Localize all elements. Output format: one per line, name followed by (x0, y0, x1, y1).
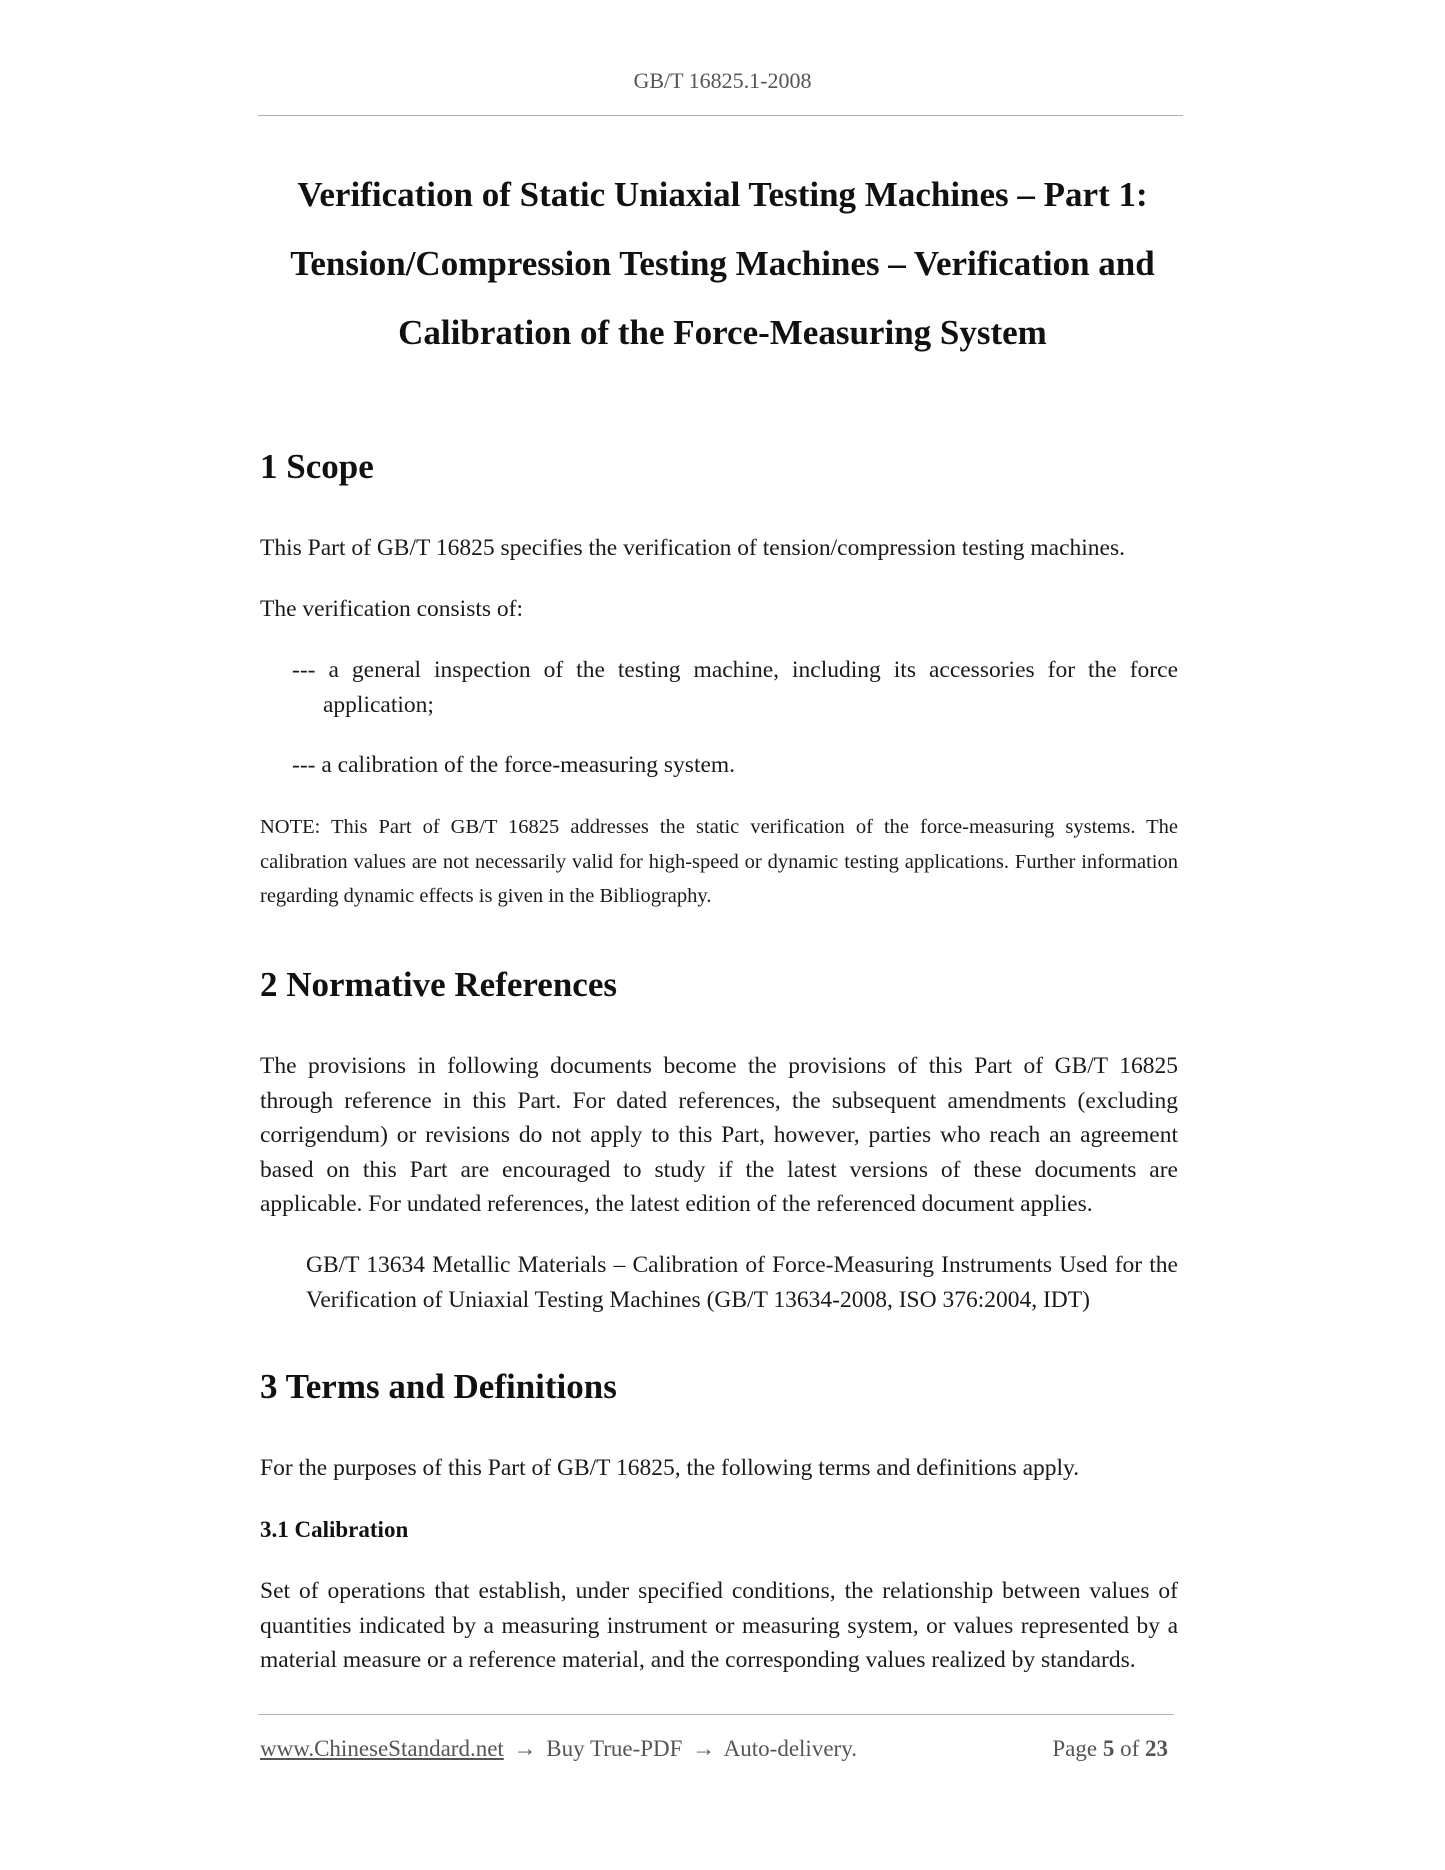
document-title (240, 160, 1205, 367)
buy-true-pdf-text: Buy True-PDF (546, 1736, 683, 1761)
scope-paragraph-1: This Part of GB/T 16825 specifies the verification of tension/compression testing machines. (260, 535, 1125, 561)
section-heading-scope: 1 Scope (260, 447, 374, 486)
footer (260, 1734, 1178, 1764)
site-link[interactable]: www.ChineseStandard.net (260, 1736, 504, 1761)
page-label: Page (1052, 1736, 1098, 1761)
section-heading-terms: 3 Terms and Definitions (260, 1367, 617, 1406)
subsection-heading-calibration: 3.1 Calibration (260, 1517, 409, 1542)
page-number: 5 (1102, 1736, 1115, 1761)
normative-paragraph: The provisions in following documents become the provisions of this Part of GB/T 16825 through reference in this Part. For dated references, the subsequent amendments (excluding corrigendum) or revisions do not apply to this Part, however, parties who reach an agreement based on this Part are encouraged to study if the latest versions of these documents are applicable. For undated references, the latest edition of the referenced document applies. (260, 1053, 1178, 1217)
calibration-definition: Set of operations that establish, under specified conditions, the relationship between values of quantities indicated by a measuring instrument or measuring system, or values represented by a material measure or a reference material, and the corresponding values realized by standards. (260, 1578, 1178, 1673)
title-line-3: Calibration of the Force-Measuring System (398, 313, 1047, 352)
title-line-1: Verification of Static Uniaxial Testing Machines – Part 1: (297, 175, 1148, 214)
scope-bullet-1: --- a general inspection of the testing machine, including its accessories for the force application; (292, 657, 1178, 718)
of-label: of (1120, 1736, 1140, 1761)
header-rule (258, 115, 1183, 116)
title-line-2: Tension/Compression Testing Machines – Verification and (290, 244, 1155, 283)
scope-bullet-2: --- a calibration of the force-measuring system. (292, 752, 736, 778)
running-header: GB/T 16825.1-2008 (633, 68, 812, 93)
page-total: 23 (1145, 1736, 1168, 1761)
section-heading-normative-references: 2 Normative References (260, 965, 617, 1004)
scope-paragraph-2: The verification consists of: (260, 596, 523, 622)
terms-paragraph: For the purposes of this Part of GB/T 16825, the following terms and definitions apply. (260, 1455, 1080, 1481)
auto-delivery-text: Auto-delivery. (723, 1736, 857, 1761)
page-indicator (1052, 1734, 1168, 1764)
footer-rule (258, 1714, 1174, 1715)
arrow-right-icon: → (513, 1736, 537, 1761)
normative-reference-item: GB/T 13634 Metallic Materials – Calibration of Force-Measuring Instruments Used for the Verification of Uniaxial Testing Machines (GB/T 13634-2008, ISO 376:2004, IDT) (306, 1252, 1178, 1313)
scope-note: NOTE: This Part of GB/T 16825 addresses the static verification of the force-measuring systems. The calibration values are not necessarily valid for high-speed or dynamic testing applications. Further information regarding dynamic effects is given in the Bibliography. (260, 816, 1178, 907)
arrow-right-icon: → (692, 1736, 716, 1761)
